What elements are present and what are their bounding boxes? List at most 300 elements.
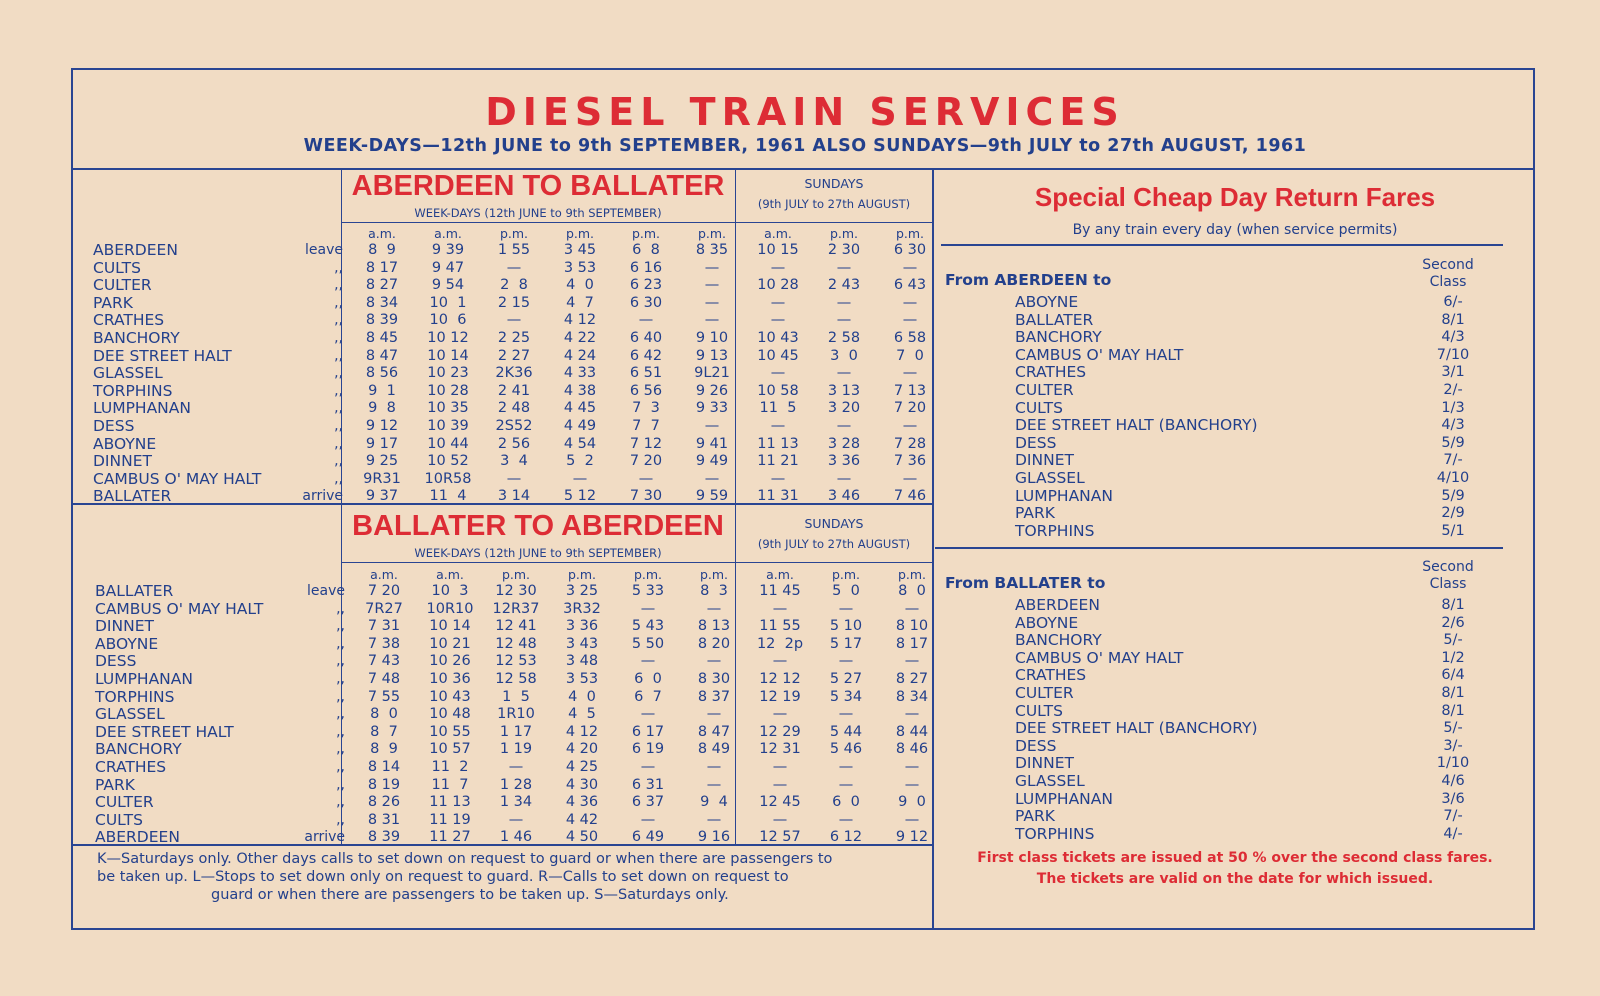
time-cell: 10 43	[429, 688, 471, 705]
fare-price: 5/9	[1441, 434, 1465, 451]
time-cell: 10 44	[427, 435, 469, 452]
timetable-sheet	[71, 68, 1535, 930]
time-cell: 3 20	[827, 400, 861, 417]
time-cell: 12 41	[495, 618, 537, 635]
station-name: BALLATER	[95, 582, 174, 600]
time-cell: 8 10	[895, 618, 929, 635]
fare-price: 4/3	[1441, 417, 1465, 434]
table-row	[93, 488, 943, 506]
time-cell: 9 37	[365, 488, 399, 505]
station-name: PARK	[95, 775, 135, 794]
list-item	[1015, 312, 1483, 330]
station-name: GLASSEL	[95, 705, 165, 724]
station-marker: ,,	[336, 670, 345, 687]
fare-destination: CULTS	[1015, 701, 1063, 720]
time-cell: 2 56	[497, 435, 531, 452]
time-cell: 6 17	[631, 723, 665, 740]
time-cell: —	[706, 811, 722, 828]
fare-price: 7/10	[1436, 346, 1470, 363]
time-cell: 8 31	[367, 811, 401, 828]
station-name: DESS	[95, 652, 137, 671]
time-cell: —	[904, 811, 920, 828]
time-cell: 7 36	[893, 453, 927, 470]
time-cell: 3 28	[827, 435, 861, 452]
time-cell: 1 5	[502, 688, 530, 705]
station-marker: ,,	[334, 294, 343, 311]
time-cell: 10 57	[429, 741, 471, 758]
table-row	[95, 829, 945, 847]
fare-price: 7/-	[1443, 452, 1463, 469]
fare-destination: BANCHORY	[1015, 328, 1102, 347]
time-cell: 11 7	[431, 776, 469, 793]
time-cell: —	[836, 365, 852, 382]
station-cell	[95, 812, 351, 830]
fare-destination: LUMPHANAN	[1015, 789, 1113, 808]
table-row	[95, 636, 945, 654]
time-cell: 12 12	[759, 670, 801, 687]
time-cell: —	[704, 277, 720, 294]
time-cell: —	[836, 417, 852, 434]
fare-price: 8/1	[1441, 702, 1465, 719]
time-cell: 5 27	[829, 670, 863, 687]
time-cell: 4 22	[563, 329, 597, 346]
time-cell: 8 39	[367, 829, 401, 846]
time-cell: 8 27	[365, 277, 399, 294]
time-cell: 4 12	[565, 723, 599, 740]
list-item	[1015, 505, 1483, 523]
time-cell: 9 47	[431, 259, 465, 276]
time-cell: 4 30	[565, 776, 599, 793]
station-marker: ,,	[334, 277, 343, 294]
period-label: a.m.	[370, 567, 398, 582]
fare-destination: TORPHINS	[1015, 824, 1095, 843]
time-cell: 9 54	[431, 277, 465, 294]
station-marker: ,,	[334, 329, 343, 346]
time-cell: 5 43	[631, 618, 665, 635]
inbound-heading: BALLATER TO ABERDEEN	[352, 510, 724, 542]
station-marker: ,,	[336, 653, 345, 670]
notes-line-2: be taken up. L—Stops to set down only on request to guard. R—Calls to set down on request to	[97, 869, 789, 885]
time-cell: 9 33	[695, 400, 729, 417]
time-cell: 5 12	[563, 488, 597, 505]
time-cell: —	[838, 776, 854, 793]
time-cell: 8 44	[895, 723, 929, 740]
time-cell: 8 9	[368, 242, 396, 258]
time-cell: 9 10	[695, 329, 729, 346]
time-cell: 6 42	[629, 347, 663, 364]
fare-destination: LUMPHANAN	[1015, 486, 1113, 505]
station-marker: ,,	[336, 635, 345, 652]
time-cell: —	[902, 470, 918, 487]
station-cell	[93, 260, 349, 278]
station-cell	[95, 829, 351, 847]
station-name: CULTS	[95, 810, 143, 829]
time-cell: 10 58	[757, 382, 799, 399]
table-row	[95, 794, 945, 812]
fare-price: 2/-	[1443, 381, 1463, 398]
fare-destination: DEE STREET HALT (BANCHORY)	[1015, 719, 1258, 738]
outbound-heading: ABERDEEN TO BALLATER	[351, 170, 725, 202]
time-cell: 5 44	[829, 723, 863, 740]
station-cell	[93, 295, 349, 313]
time-cell: 10 14	[429, 618, 471, 635]
station-cell	[95, 618, 351, 636]
period-label: p.m.	[631, 226, 661, 241]
time-cell: 9 13	[695, 347, 729, 364]
table-row	[93, 418, 943, 436]
time-cell: —	[770, 365, 786, 382]
time-cell: 6 49	[631, 829, 665, 846]
outbound-sundays-dates: (9th JULY to 27th AUGUST)	[757, 197, 911, 211]
page-subtitle: WEEK-DAYS—12th JUNE to 9th SEPTEMBER, 1961 ALSO SUNDAYS—9th JULY to 27th AUGUST, 1961	[303, 136, 1307, 156]
time-cell: 8 26	[367, 794, 401, 811]
outbound-dates: WEEK-DAYS (12th JUNE to 9th SEPTEMBER)	[414, 206, 662, 220]
station-name: PARK	[93, 293, 133, 312]
time-cell: —	[640, 653, 656, 670]
period-label: p.m.	[699, 567, 729, 582]
time-cell: 11 19	[429, 811, 471, 828]
time-cell: 9 4	[700, 794, 728, 811]
time-cell: 8 30	[697, 670, 731, 687]
time-cell: 7 43	[367, 653, 401, 670]
fare-destination: CRATHES	[1015, 363, 1087, 382]
fares-header-rule	[941, 244, 1503, 246]
time-cell: 6 30	[893, 242, 927, 258]
fare-price: 5/1	[1441, 522, 1465, 539]
fare-destination: PARK	[1015, 807, 1055, 826]
time-cell: 9R31	[363, 470, 401, 487]
time-cell: —	[638, 312, 654, 329]
header-rule	[73, 168, 1535, 170]
time-cell: 9 26	[695, 382, 729, 399]
time-cell: 5 0	[832, 583, 860, 599]
fare-price: 8/1	[1441, 684, 1465, 701]
time-cell: 4 0	[568, 688, 596, 705]
time-cell: 6 30	[629, 294, 663, 311]
station-marker: ,,	[336, 706, 345, 723]
fare-price: 1/2	[1441, 649, 1465, 666]
time-cell: 5 46	[829, 741, 863, 758]
station-marker: ,,	[336, 776, 345, 793]
time-cell: 3R32	[563, 600, 601, 617]
time-cell: 10 36	[429, 670, 471, 687]
from-ballater-heading: From BALLATER to	[945, 574, 1106, 592]
station-cell	[95, 741, 351, 759]
table-row	[95, 653, 945, 671]
time-cell: 9 41	[695, 435, 729, 452]
time-cell: 7 38	[367, 635, 401, 652]
time-cell: 10 12	[427, 329, 469, 346]
fare-price: 2/9	[1441, 505, 1465, 522]
station-marker: ,,	[336, 811, 345, 828]
time-cell: 8 27	[895, 670, 929, 687]
time-cell: —	[770, 294, 786, 311]
time-cell: 10 3	[431, 583, 469, 599]
time-cell: 9 16	[697, 829, 731, 846]
station-cell	[93, 418, 349, 436]
period-label: p.m.	[567, 567, 597, 582]
station-marker: ,,	[336, 723, 345, 740]
aberdeen-class-heading	[1413, 257, 1483, 291]
time-cell: 10 15	[757, 242, 799, 258]
time-cell: —	[706, 653, 722, 670]
time-cell: 10 21	[429, 635, 471, 652]
time-cell: 4 0	[566, 277, 594, 294]
station-name: TORPHINS	[93, 381, 173, 400]
time-cell: —	[706, 758, 722, 775]
time-cell: 7 28	[893, 435, 927, 452]
list-item	[1015, 615, 1483, 633]
class-label-line-1: Second	[1422, 559, 1474, 575]
time-cell: —	[508, 811, 524, 828]
list-item	[1015, 364, 1483, 382]
time-cell: 5 33	[631, 583, 665, 599]
time-cell: —	[640, 600, 656, 617]
class-label-line-2: Class	[1429, 576, 1467, 592]
time-cell: 12 30	[495, 583, 537, 599]
time-cell: 3 46	[827, 488, 861, 505]
list-item	[1015, 435, 1483, 453]
station-cell	[93, 453, 349, 471]
time-cell: —	[572, 470, 588, 487]
time-cell: 4 7	[566, 294, 594, 311]
station-cell	[95, 653, 351, 671]
time-cell: 4 20	[565, 741, 599, 758]
table-row	[95, 671, 945, 689]
period-label: p.m.	[565, 226, 595, 241]
fare-destination: TORPHINS	[1015, 521, 1095, 540]
time-cell: —	[772, 706, 788, 723]
station-name: DINNET	[93, 452, 152, 471]
time-cell: 10 45	[757, 347, 799, 364]
inbound-timetable	[95, 566, 945, 847]
station-cell	[95, 583, 351, 601]
station-name: ABOYNE	[95, 634, 159, 653]
time-cell: 7 3	[632, 400, 660, 417]
fare-price: 5/-	[1443, 720, 1463, 737]
station-name: LUMPHANAN	[93, 399, 191, 418]
station-name: CAMBUS O' MAY HALT	[95, 599, 264, 618]
time-cell: 7 31	[367, 618, 401, 635]
time-cell: 7 20	[367, 583, 401, 599]
time-cell: 9L21	[694, 365, 730, 382]
time-cell: —	[904, 653, 920, 670]
fare-price: 8/1	[1441, 311, 1465, 328]
table-row	[93, 365, 943, 383]
time-cell: 8 13	[697, 618, 731, 635]
time-cell: —	[770, 312, 786, 329]
time-cell: 6 51	[629, 365, 663, 382]
fare-destination: CRATHES	[1015, 666, 1087, 685]
period-label: p.m.	[633, 567, 663, 582]
fare-price: 7/-	[1443, 808, 1463, 825]
fare-price: 1/3	[1441, 399, 1465, 416]
time-cell: 8 7	[370, 723, 398, 740]
time-cell: 3 45	[563, 242, 597, 258]
station-marker: ,,	[336, 600, 345, 617]
period-label: p.m.	[895, 226, 925, 241]
time-cell: 3 13	[827, 382, 861, 399]
time-cell: 9 59	[695, 488, 729, 505]
period-label: a.m.	[368, 226, 396, 241]
time-cell: 4 5	[568, 706, 596, 723]
list-item	[1015, 400, 1483, 418]
fare-destination: GLASSEL	[1015, 468, 1085, 487]
time-cell: 8 0	[370, 706, 398, 723]
time-cell: 9 39	[431, 242, 465, 258]
time-cell: 10 43	[757, 329, 799, 346]
fares-subtitle: By any train every day (when service permits)	[1072, 222, 1398, 238]
station-marker: ,,	[336, 688, 345, 705]
station-name: DESS	[93, 416, 135, 435]
time-cell: 7 12	[629, 435, 663, 452]
fare-destination: CULTS	[1015, 398, 1063, 417]
station-marker: ,,	[336, 741, 345, 758]
time-cell: 5 2	[566, 453, 594, 470]
time-cell: —	[772, 653, 788, 670]
list-item	[1015, 685, 1483, 703]
period-header-row	[93, 225, 943, 242]
time-cell: 9 12	[895, 829, 929, 846]
class-label-line-1: Second	[1422, 257, 1474, 273]
station-cell	[93, 488, 349, 506]
time-cell: 10 52	[427, 453, 469, 470]
period-label: p.m.	[829, 226, 859, 241]
time-cell: 8 45	[365, 329, 399, 346]
time-cell: 4 42	[565, 811, 599, 828]
time-cell: 11 4	[429, 488, 467, 505]
station-name: CULTER	[93, 276, 152, 295]
time-cell: 10 23	[427, 365, 469, 382]
table-row	[93, 453, 943, 471]
time-cell: 12 19	[759, 688, 801, 705]
station-marker: ,,	[336, 794, 345, 811]
period-label: p.m.	[897, 567, 927, 582]
time-cell: 2 25	[497, 329, 531, 346]
outbound-sundays-heading: SUNDAYS	[804, 176, 864, 191]
time-cell: 8 19	[367, 776, 401, 793]
time-cell: 6 0	[634, 670, 662, 687]
time-cell: 8 14	[367, 758, 401, 775]
time-cell: —	[902, 294, 918, 311]
time-cell: 1 19	[499, 741, 533, 758]
time-cell: —	[838, 653, 854, 670]
station-marker: ,,	[334, 453, 343, 470]
fare-price: 3/6	[1441, 790, 1465, 807]
time-cell: 12 57	[759, 829, 801, 846]
outbound-timetable	[93, 225, 943, 506]
time-cell: 7 0	[896, 347, 924, 364]
station-marker: ,,	[334, 312, 343, 329]
list-item	[1015, 703, 1483, 721]
table-row	[95, 741, 945, 759]
time-cell: 9 0	[898, 794, 926, 811]
time-cell: 2 43	[827, 277, 861, 294]
fares-from-aberdeen-list	[1015, 294, 1483, 540]
table-row	[93, 471, 943, 489]
time-cell: —	[506, 470, 522, 487]
station-cell	[95, 724, 351, 742]
period-label: p.m.	[831, 567, 861, 582]
time-cell: 8 39	[365, 312, 399, 329]
time-cell: 12 53	[495, 653, 537, 670]
table-row	[93, 383, 943, 401]
time-cell: 12 45	[759, 794, 801, 811]
time-cell: 10 1	[429, 294, 467, 311]
station-cell	[95, 794, 351, 812]
station-name: BALLATER	[93, 487, 172, 506]
outbound-header-rule	[341, 222, 933, 223]
time-cell: —	[838, 706, 854, 723]
fare-destination: BANCHORY	[1015, 631, 1102, 650]
time-cell: 8 47	[365, 347, 399, 364]
station-name: DEE STREET HALT	[95, 722, 234, 741]
list-item	[1015, 667, 1483, 685]
list-item	[1015, 452, 1483, 470]
list-item	[1015, 382, 1483, 400]
list-item	[1015, 329, 1483, 347]
station-marker: ,,	[334, 417, 343, 434]
time-cell: 6 16	[629, 259, 663, 276]
fares-note-line-2: The tickets are valid on the date for which issued.	[1036, 871, 1434, 887]
list-item	[1015, 488, 1483, 506]
time-cell: 4 54	[563, 435, 597, 452]
list-item	[1015, 470, 1483, 488]
station-name: DINNET	[95, 617, 154, 636]
time-cell: 9 12	[365, 417, 399, 434]
period-label: p.m.	[499, 226, 529, 241]
time-cell: 1R10	[497, 706, 535, 723]
time-cell: 9 17	[365, 435, 399, 452]
time-cell: 6 7	[634, 688, 662, 705]
time-cell: 2S52	[495, 417, 533, 434]
time-cell: 2 58	[827, 329, 861, 346]
fares-note-line-1: First class tickets are issued at 50 % over the second class fares.	[977, 850, 1493, 866]
page-title: DIESEL TRAIN SERVICES	[485, 90, 1125, 134]
list-item	[1015, 347, 1483, 365]
station-name: ABERDEEN	[93, 241, 178, 259]
time-cell: —	[836, 470, 852, 487]
station-name: BANCHORY	[95, 740, 182, 759]
time-cell: —	[836, 294, 852, 311]
list-item	[1015, 294, 1483, 312]
station-cell	[93, 277, 349, 295]
time-cell: 11 5	[759, 400, 797, 417]
time-cell: 12 29	[759, 723, 801, 740]
table-row	[93, 242, 943, 260]
time-cell: 4 25	[565, 758, 599, 775]
time-cell: 7 7	[632, 417, 660, 434]
time-cell: 8 35	[695, 242, 729, 258]
time-cell: —	[838, 811, 854, 828]
time-cell: 10R58	[424, 470, 472, 487]
table-row	[95, 724, 945, 742]
time-cell: 8 46	[895, 741, 929, 758]
time-cell: 6 40	[629, 329, 663, 346]
time-cell: —	[904, 600, 920, 617]
list-item	[1015, 650, 1483, 668]
fare-price: 2/6	[1441, 614, 1465, 631]
time-cell: 2 8	[500, 277, 528, 294]
time-cell: —	[506, 259, 522, 276]
period-label: a.m.	[436, 567, 464, 582]
time-cell: 6 43	[893, 277, 927, 294]
time-cell: 7 30	[629, 488, 663, 505]
time-cell: —	[838, 758, 854, 775]
time-cell: —	[704, 417, 720, 434]
time-cell: 11 27	[429, 829, 471, 846]
time-cell: 3 36	[565, 618, 599, 635]
